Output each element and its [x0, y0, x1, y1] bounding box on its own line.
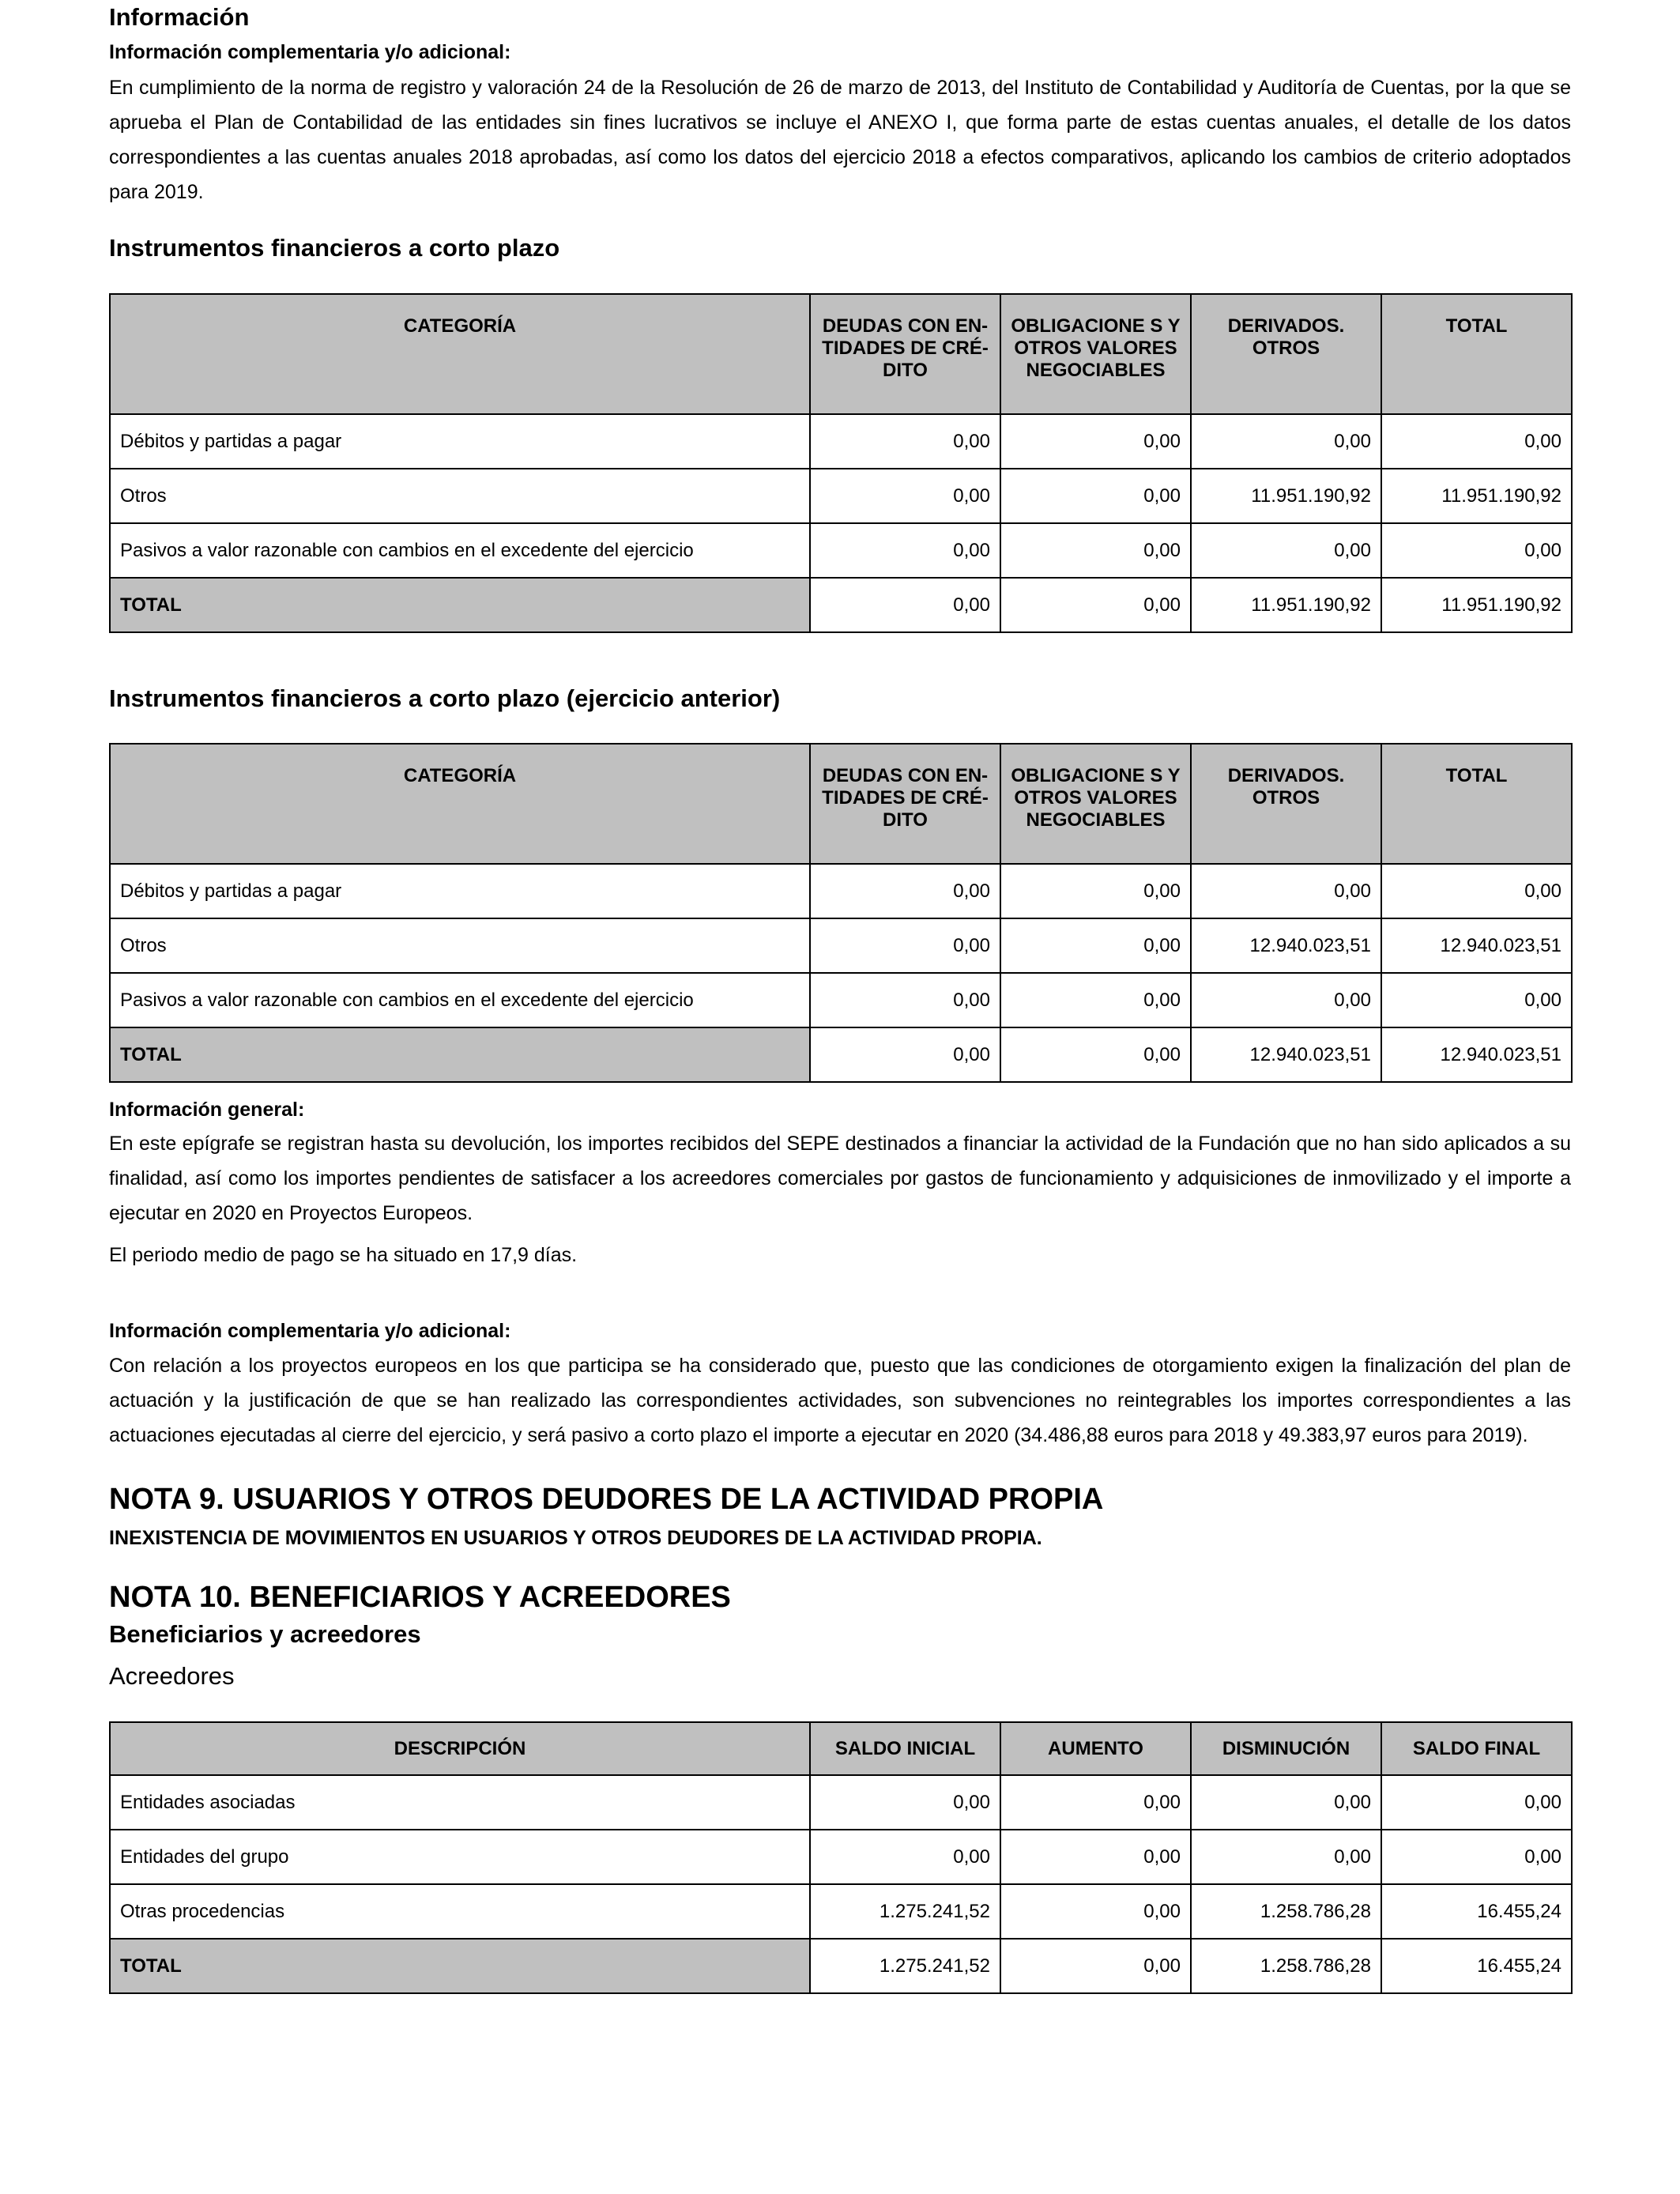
table-cell: Pasivos a valor razonable con cambios en el excedente del ejercicio	[110, 973, 810, 1027]
table-cell: 11.951.190,92	[1191, 578, 1381, 632]
table-row	[110, 864, 1572, 918]
nota10-title: NOTA 10. BENEFICIARIOS Y ACREEDORES	[109, 1581, 731, 1614]
table1	[109, 293, 1573, 633]
table-row	[110, 469, 1572, 523]
table-cell: Entidades del grupo	[110, 1830, 810, 1884]
table-cell: 0,00	[1381, 1830, 1572, 1884]
table-cell: 0,00	[1000, 1775, 1191, 1830]
table-cell: 11.951.190,92	[1381, 578, 1572, 632]
table2-header-cell: DERIVADOS. OTROS	[1191, 744, 1381, 864]
table-total-row	[110, 578, 1572, 632]
table1-header-cell: CATEGORÍA	[110, 294, 810, 414]
nota10-subtitle: Beneficiarios y acreedores	[109, 1620, 421, 1648]
table-cell: 11.951.190,92	[1191, 469, 1381, 523]
table-cell: 1.258.786,28	[1191, 1884, 1381, 1939]
table-total-row	[110, 1939, 1572, 1993]
table2-header-cell: TOTAL	[1381, 744, 1572, 864]
table1-header-cell: TOTAL	[1381, 294, 1572, 414]
table-cell: Entidades asociadas	[110, 1775, 810, 1830]
table-cell: 0,00	[1191, 864, 1381, 918]
table3-header-cell: DESCRIPCIÓN	[110, 1722, 810, 1775]
table-cell: 0,00	[1191, 523, 1381, 578]
table2-header-cell: DEUDAS CON EN- TIDADES DE CRÉ- DITO	[810, 744, 1000, 864]
table-cell: 16.455,24	[1381, 1884, 1572, 1939]
table-cell: 0,00	[1381, 523, 1572, 578]
table-cell: 0,00	[810, 1830, 1000, 1884]
table-cell: 0,00	[810, 864, 1000, 918]
table-total-row	[110, 1027, 1572, 1082]
table-cell: 0,00	[810, 973, 1000, 1027]
table1-header-row	[110, 294, 1572, 414]
table-cell: Otras procedencias	[110, 1884, 810, 1939]
table-cell: 0,00	[1000, 1830, 1191, 1884]
table3-header-cell: SALDO INICIAL	[810, 1722, 1000, 1775]
table-cell: 0,00	[810, 1775, 1000, 1830]
table-cell: 12.940.023,51	[1381, 918, 1572, 973]
table-cell: 0,00	[1000, 973, 1191, 1027]
table-cell: 1.275.241,52	[810, 1884, 1000, 1939]
table3-header-cell: DISMINUCIÓN	[1191, 1722, 1381, 1775]
table-cell: 0,00	[1191, 1775, 1381, 1830]
table-cell: TOTAL	[110, 1027, 810, 1082]
table-cell: 0,00	[1381, 864, 1572, 918]
table-row	[110, 523, 1572, 578]
table-row	[110, 973, 1572, 1027]
table-cell: 0,00	[1000, 864, 1191, 918]
table-cell: 0,00	[1000, 469, 1191, 523]
nota10-subtitle2: Acreedores	[109, 1662, 235, 1690]
table-cell: 0,00	[1000, 1027, 1191, 1082]
table-cell: 0,00	[810, 918, 1000, 973]
info-subheading: Información complementaria y/o adicional:	[109, 41, 511, 63]
table-cell: TOTAL	[110, 578, 810, 632]
table-cell: 0,00	[1000, 1939, 1191, 1993]
table-cell: 0,00	[1000, 918, 1191, 973]
table-row	[110, 918, 1572, 973]
table3	[109, 1721, 1573, 1994]
table-cell: 0,00	[1191, 414, 1381, 469]
info-heading: Información	[109, 3, 250, 31]
table-cell: Pasivos a valor razonable con cambios en el excedente del ejercicio	[110, 523, 810, 578]
table1-header-cell: OBLIGACIONE S Y OTROS VALORES NEGOCIABLES	[1000, 294, 1191, 414]
table-cell: 0,00	[810, 1027, 1000, 1082]
table-cell: 1.275.241,52	[810, 1939, 1000, 1993]
table-cell: Débitos y partidas a pagar	[110, 864, 810, 918]
table2-title: Instrumentos financieros a corto plazo (ejercicio anterior)	[109, 684, 781, 712]
table-cell: 11.951.190,92	[1381, 469, 1572, 523]
table-cell: 0,00	[1381, 973, 1572, 1027]
table-row	[110, 1830, 1572, 1884]
table-cell: Otros	[110, 918, 810, 973]
table-cell: 0,00	[1381, 414, 1572, 469]
table-row	[110, 1884, 1572, 1939]
table2	[109, 743, 1573, 1083]
table-cell: TOTAL	[110, 1939, 810, 1993]
complementary-paragraph: Con relación a los proyectos europeos en los que participa se ha considerado que, puesto que las condiciones de otorgamiento exigen la finalización del plan de actuación y la justificación de que se han realizado las correspondientes actividades, son subvenciones no reintegrables los importes correspondientes a las actuaciones ejecutadas al cierre del ejercicio, y será pasivo a corto plazo el importe a ejecutar en 2020 (34.486,88 euros para 2018 y 49.383,97 euros para 2019).	[109, 1355, 1571, 1446]
table-cell: 12.940.023,51	[1191, 918, 1381, 973]
table-cell: 0,00	[810, 414, 1000, 469]
nota9-subtitle: INEXISTENCIA DE MOVIMIENTOS EN USUARIOS Y OTROS DEUDORES DE LA ACTIVIDAD PROPIA.	[109, 1527, 1042, 1549]
table-cell: 0,00	[1000, 578, 1191, 632]
table-cell: 0,00	[1000, 1884, 1191, 1939]
table-cell: Débitos y partidas a pagar	[110, 414, 810, 469]
nota9-title: NOTA 9. USUARIOS Y OTROS DEUDORES DE LA ACTIVIDAD PROPIA	[109, 1483, 1104, 1516]
table-cell: 0,00	[810, 578, 1000, 632]
table2-header-row	[110, 744, 1572, 864]
table-cell: 0,00	[810, 523, 1000, 578]
table-cell: 0,00	[1000, 414, 1191, 469]
table3-header-cell: AUMENTO	[1000, 1722, 1191, 1775]
table2-header-cell: OBLIGACIONE S Y OTROS VALORES NEGOCIABLES	[1000, 744, 1191, 864]
table-row	[110, 1775, 1572, 1830]
table1-header-cell: DERIVADOS. OTROS	[1191, 294, 1381, 414]
payment-period-paragraph: El periodo medio de pago se ha situado en 17,9 días.	[109, 1244, 578, 1266]
table-cell: 0,00	[1191, 973, 1381, 1027]
table-cell: 0,00	[1000, 523, 1191, 578]
table1-title: Instrumentos financieros a corto plazo	[109, 234, 560, 262]
table-cell: 12.940.023,51	[1381, 1027, 1572, 1082]
table-cell: 0,00	[1381, 1775, 1572, 1830]
table-cell: 0,00	[1191, 1830, 1381, 1884]
general-paragraph: En este epígrafe se registran hasta su devolución, los importes recibidos del SEPE destinados a financiar la actividad de la Fundación que no han sido aplicados a su finalidad, así como los importes pendientes de satisfacer a los acreedores comerciales por gastos de funcionamiento y adquisiciones de inmovilizado y el importe a ejecutar en 2020 en Proyectos Europeos.	[109, 1133, 1571, 1224]
table3-header-cell: SALDO FINAL	[1381, 1722, 1572, 1775]
table-row	[110, 414, 1572, 469]
table-cell: 12.940.023,51	[1191, 1027, 1381, 1082]
table-cell: Otros	[110, 469, 810, 523]
table-cell: 0,00	[810, 469, 1000, 523]
table-cell: 1.258.786,28	[1191, 1939, 1381, 1993]
table-cell: 16.455,24	[1381, 1939, 1572, 1993]
info-paragraph: En cumplimiento de la norma de registro y valoración 24 de la Resolución de 26 de marzo de 2013, del Instituto de Contabilidad y Auditoría de Cuentas, por la que se aprueba el Plan de Contabilidad de las entidades sin fines lucrativos se incluye el ANEXO I, que forma parte de estas cuentas anuales, el detalle de los datos correspondientes a las cuentas anuales 2018 aprobadas, así como los datos del ejercicio 2018 a efectos comparativos, aplicando los cambios de criterio adoptados para 2019.	[109, 77, 1571, 203]
complementary-subheading: Información complementaria y/o adicional:	[109, 1320, 511, 1342]
table1-header-cell: DEUDAS CON EN- TIDADES DE CRÉ- DITO	[810, 294, 1000, 414]
table3-header-row	[110, 1722, 1572, 1775]
general-subheading: Información general:	[109, 1099, 305, 1121]
table2-header-cell: CATEGORÍA	[110, 744, 810, 864]
